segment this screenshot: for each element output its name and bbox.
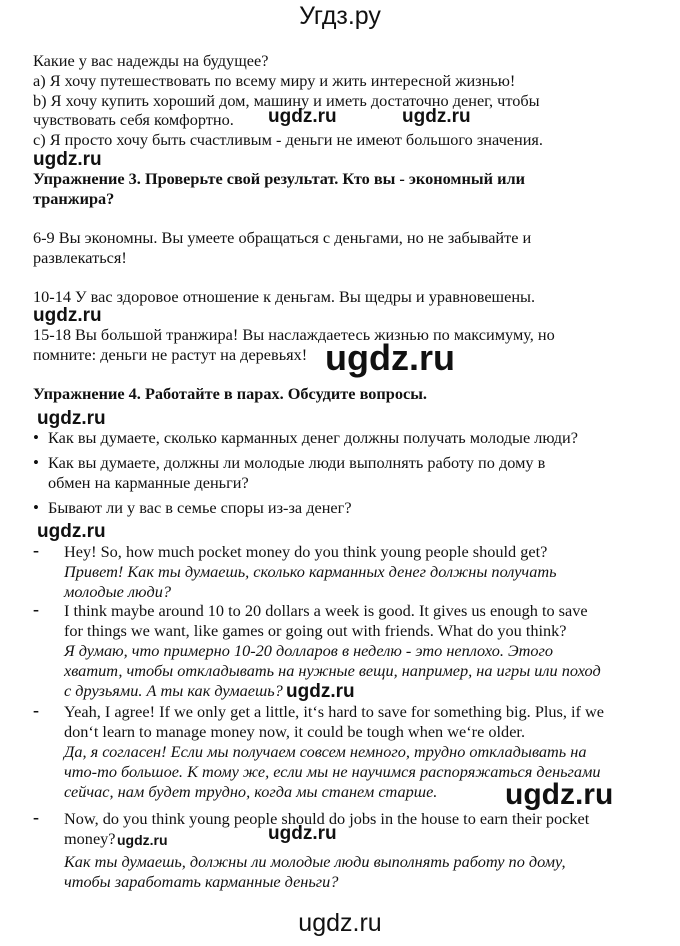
bullet-icon: • <box>33 453 39 472</box>
intro-option-c: c) Я просто хочу быть счастливым - деньги не имеют большого значения. <box>33 130 543 149</box>
discussion-question-1: Как вы думаете, сколько карманных денег должны получать молодые люди? <box>48 428 578 447</box>
site-title: Угдз.ру <box>299 2 381 30</box>
bullet-icon: • <box>33 428 39 447</box>
intro-question: Какие у вас надежды на будущее? <box>33 51 269 70</box>
exercise4-heading: Упражнение 4. Работайте в парах. Обсудите вопросы. <box>33 384 427 403</box>
exercise3-result3-line2: помните: деньги не растут на деревьях! <box>33 345 308 364</box>
exercise3-heading-line2: транжира? <box>33 189 115 208</box>
dialogue-2-en-line2: for things we want, like games or going out with friends. What do you think? <box>64 621 567 640</box>
watermark: ugdz.ru <box>37 408 106 429</box>
discussion-question-2-line1: Как вы думаете, должны ли молодые люди выполнять работу по дому в <box>48 453 546 472</box>
discussion-question-2-line2: обмен на карманные деньги? <box>48 473 249 492</box>
watermark: ugdz.ru <box>286 681 355 702</box>
dialogue-4-ru-line1: Как ты думаешь, должны ли молодые люди выполнять работу по дому, <box>64 852 566 871</box>
watermark: ugdz.ru <box>33 305 102 326</box>
exercise3-result3-line1: 15-18 Вы большой транжира! Вы наслаждаетесь жизнью по максимуму, но <box>33 325 555 344</box>
dialogue-4-en-line1: Now, do you think young people should do jobs in the house to earn their pocket <box>64 809 590 828</box>
exercise3-heading-line1: Упражнение 3. Проверьте свой результат. Кто вы - экономный или <box>33 169 525 188</box>
exercise3-result1-line2: развлекаться! <box>33 248 127 267</box>
dialogue-3-en-line1: Yeah, I agree! If we only get a little, it‘s hard to save for something big. Plus, if we <box>64 702 605 721</box>
exercise3-result2: 10-14 У вас здоровое отношение к деньгам. Вы щедры и уравновешены. <box>33 287 536 306</box>
dialogue-4-en-line2: money? <box>64 829 116 848</box>
bullet-icon: • <box>33 498 39 517</box>
dash-icon: - <box>33 540 39 560</box>
watermark: ugdz.ru <box>268 823 337 844</box>
dash-icon: - <box>33 807 39 827</box>
watermark: ugdz.ru <box>33 149 102 170</box>
dialogue-1-ru-line2: молодые люди? <box>64 582 172 601</box>
dialogue-1-ru-line1: Привет! Как ты думаешь, сколько карманных денег должны получать <box>64 562 557 581</box>
exercise3-result1-line1: 6-9 Вы экономны. Вы умеете обращаться с деньгами, но не забывайте и <box>33 228 532 247</box>
dialogue-3-ru-line1: Да, я согласен! Если мы получаем совсем немного, трудно откладывать на <box>64 742 587 761</box>
dialogue-2-ru-line3: с друзьями. А ты как думаешь? <box>64 681 283 700</box>
dialogue-3-ru-line3: сейчас, нам будет трудно, когда мы станем старше. <box>64 782 438 801</box>
footer-watermark: ugdz.ru <box>298 909 382 937</box>
dialogue-2-en-line1: I think maybe around 10 to 20 dollars a week is good. It gives us enough to save <box>64 601 588 620</box>
dialogue-3-en-line2: don‘t learn to manage money now, it could be tough when we‘re older. <box>64 722 526 741</box>
watermark: ugdz.ru <box>37 521 106 542</box>
watermark: ugdz.ru <box>268 106 337 127</box>
dash-icon: - <box>33 599 39 619</box>
watermark-small: ugdz.ru <box>117 832 168 848</box>
dialogue-1-en: Hey! So, how much pocket money do you think young people should get? <box>64 542 548 561</box>
dialogue-4-ru-line2: чтобы заработать карманные деньги? <box>64 872 339 891</box>
watermark-large: ugdz.ru <box>325 337 455 378</box>
intro-option-b-line1: b) Я хочу купить хороший дом, машину и иметь достаточно денег, чтобы <box>33 91 540 110</box>
dialogue-2-ru-line2: хватит, чтобы откладывать на нужные вещи, например, на игры или поход <box>64 661 601 680</box>
intro-option-b-line2: чувствовать себя комфортно. <box>33 110 234 129</box>
dialogue-2-ru-line1: Я думаю, что примерно 10-20 долларов в неделю - это неплохо. Этого <box>64 641 554 660</box>
discussion-question-3: Бывают ли у вас в семье споры из-за денег? <box>48 498 352 517</box>
dialogue-3-ru-line2: что-то большое. К тому же, если мы не научимся распоряжаться деньгами <box>64 762 601 781</box>
intro-option-a: a) Я хочу путешествовать по всему миру и жить интересной жизнью! <box>33 71 516 90</box>
watermark: ugdz.ru <box>402 106 471 127</box>
watermark-medium: ugdz.ru <box>505 778 614 811</box>
dash-icon: - <box>33 700 39 720</box>
